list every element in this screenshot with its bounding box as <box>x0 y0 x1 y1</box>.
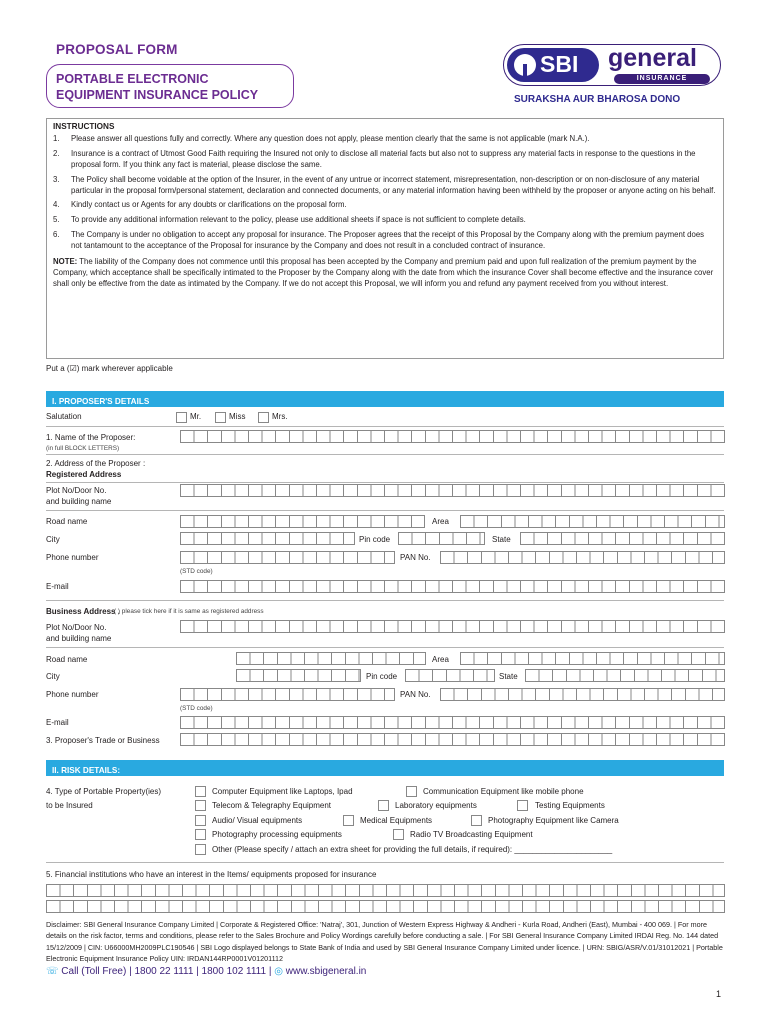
same-address-hint[interactable]: ( ) please tick here if it is same as registered address <box>114 608 264 615</box>
website-link[interactable]: www.sbigeneral.in <box>285 966 367 977</box>
mr-label: Mr. <box>190 412 202 421</box>
salutation-label: Salutation <box>46 412 82 421</box>
contact-text: Call (Toll Free) | 1800 22 1111 | 1800 102 1111 | <box>61 966 272 977</box>
road-name-label: Road name <box>46 517 88 526</box>
note-text: The liability of the Company does not commence until this proposal has been accepted by the Company and premium paid and upon full realization of the premium payment by the Company, which acceptance shall be specifically intimated to the Proposer by the Company along with the date from which the insurance Cover shall become effective and the insurance cover shall only be effective from the date as intimated by the Company. If we do not accept this Proposal, we will inform you and refund any payment received from you without interest. <box>53 257 714 288</box>
registered-pincode-input[interactable] <box>398 532 485 545</box>
divider <box>46 510 724 511</box>
instruction-item <box>53 134 717 145</box>
state-label: State <box>492 535 511 544</box>
registered-plot-input[interactable] <box>180 484 725 497</box>
instruction-number: 2. <box>53 148 60 158</box>
email-label: E-mail <box>46 718 69 727</box>
plot-label-2: and building name <box>46 497 112 506</box>
proposer-name-label: 1. Name of the Proposer: <box>46 433 136 442</box>
state-label: State <box>499 672 518 681</box>
instruction-number: 6. <box>53 230 60 240</box>
property-type-label-1: 4. Type of Portable Property(ies) <box>46 787 162 796</box>
plot-label-1: Plot No/Door No. <box>46 486 107 495</box>
pan-label: PAN No. <box>400 690 431 699</box>
telecom-option-label: Telecom & Telegraphy Equipment <box>212 801 332 810</box>
divider <box>46 482 724 483</box>
photo-processing-checkbox[interactable] <box>195 829 206 840</box>
instruction-number: 3. <box>53 174 60 184</box>
camera-checkbox[interactable] <box>471 815 482 826</box>
logo-general-text: general <box>608 44 697 72</box>
financial-institutions-input-2[interactable] <box>46 900 725 913</box>
sbi-keyhole-icon <box>514 54 536 76</box>
globe-icon: ◎ <box>274 966 283 977</box>
put-mark-before: Put a ( <box>46 364 70 373</box>
instruction-item <box>53 200 717 211</box>
audio-visual-option-label: Audio/ Visual equipments <box>212 816 303 825</box>
plot-label-1: Plot No/Door No. <box>46 623 107 632</box>
pan-label: PAN No. <box>400 553 431 562</box>
instruction-text: Kindly contact us or Agents for any doubts or clarifications on the proposal form. <box>71 200 347 210</box>
registered-state-input[interactable] <box>520 532 725 545</box>
checkbox-tick-icon: ☑ <box>69 364 77 373</box>
business-pan-input[interactable] <box>440 688 725 701</box>
put-mark-instruction <box>46 364 173 373</box>
instruction-item <box>53 175 717 197</box>
divider <box>46 454 724 455</box>
city-label: City <box>46 672 60 681</box>
miss-checkbox[interactable] <box>215 412 226 423</box>
divider <box>46 426 724 427</box>
proposer-section-header <box>46 391 724 407</box>
registered-email-input[interactable] <box>180 580 725 593</box>
property-type-label-2: to be Insured <box>46 801 93 810</box>
laboratory-option-label: Laboratory equipments <box>395 801 477 810</box>
instruction-text: The Policy shall become voidable at the option of the Insurer, in the event of any untrue or incorrect statement, misrepresentation, non-description or on non-disclosure of any material particular in the proposal form/personal statement, declaration and connected documents, or any material information having been withheld by the proposer or anyone acting on his behalf. <box>71 174 716 195</box>
form-title: PROPOSAL FORM <box>56 42 178 57</box>
divider <box>46 600 724 601</box>
mrs-label: Mrs. <box>272 412 288 421</box>
instruction-number: 4. <box>53 200 60 210</box>
logo-insurance-text: INSURANCE <box>614 74 710 84</box>
mobile-option-label: Communication Equipment like mobile phone <box>423 787 584 796</box>
logo-sbi-text: SBI <box>540 51 579 77</box>
business-area-input[interactable] <box>460 652 725 665</box>
financial-institutions-label: 5. Financial institutions who have an interest in the Items/ equipments proposed for insurance <box>46 870 377 879</box>
business-road-input[interactable] <box>236 652 426 665</box>
instruction-number: 1. <box>53 133 60 143</box>
note-label: NOTE: <box>53 257 78 267</box>
disclaimer-text: Disclaimer: SBI General Insurance Company Limited | Corporate & Registered Office: 'Natraj', 301, Junction of Western Express Highway & Andheri - Kurla Road, Andheri (East), Mumbai - 400 069. | For more details on the risk factor, terms and conditions, please refer to the Sales Brochure and Policy Wordings carefully before conducting a sale. | For SBI General Insurance Company Limited IRDAI Reg. No. 144 dated 15/12/2009 | CIN: U66000MH2009PLC190546 | SBI Logo displayed belongs to State Bank of India and used by SBI General Insurance Company Limited under licence. | URN: SBIG/ASR/V.01/31012021 | Portable Electronic Equipment Insurance Policy UIN: IRDAN144RP0001V01201112 <box>46 920 723 963</box>
std-code-hint: (STD code) <box>180 568 213 575</box>
policy-name-line-2: EQUIPMENT INSURANCE POLICY <box>56 88 259 102</box>
divider <box>46 647 724 648</box>
business-email-input[interactable] <box>180 716 725 729</box>
instruction-text: The Company is under no obligation to accept any proposal for insurance. The Proposer agrees that the receipt of this Proposal by the Company along with the premium payment does not tantamount to the acceptance of the Proposal for insurance by the Company and does not result in a concluded contract of insurance. <box>71 230 705 251</box>
business-city-input[interactable] <box>236 669 361 682</box>
other-checkbox[interactable] <box>195 844 206 855</box>
other-option-label[interactable]: Other (Please specify / attach an extra sheet for providing the full details, if required): ______________________ <box>212 845 613 854</box>
photo-processing-option-label: Photography processing equipments <box>212 830 342 839</box>
miss-label: Miss <box>229 412 246 421</box>
address-label: 2. Address of the Proposer : <box>46 459 146 468</box>
trade-business-input[interactable] <box>180 733 725 746</box>
area-label: Area <box>432 517 449 526</box>
business-address-label: Business Address . <box>46 607 120 616</box>
proposer-name-input[interactable] <box>180 430 725 443</box>
telecom-checkbox[interactable] <box>195 800 206 811</box>
business-plot-input[interactable] <box>180 620 725 633</box>
std-code-hint: (STD code) <box>180 705 213 712</box>
email-label: E-mail <box>46 582 69 591</box>
phone-label: Phone number <box>46 553 99 562</box>
medical-checkbox[interactable] <box>343 815 354 826</box>
sbi-general-logo <box>503 44 721 86</box>
business-phone-input[interactable] <box>180 688 395 701</box>
instruction-text: Insurance is a contract of Utmost Good Faith requiring the Insured not only to disclose all material facts but also not to suppress any material facts in response to the questions in the proposal form. If you think any fact is material, please disclose the same. <box>71 148 696 169</box>
registered-area-input[interactable] <box>460 515 725 528</box>
area-label: Area <box>432 655 449 664</box>
instructions-box <box>46 118 724 359</box>
footer-contact <box>46 966 366 977</box>
testing-checkbox[interactable] <box>517 800 528 811</box>
pincode-label: Pin code <box>366 672 398 681</box>
pincode-label: Pin code <box>359 535 391 544</box>
registered-pan-input[interactable] <box>440 551 725 564</box>
financial-institutions-input-1[interactable] <box>46 884 725 897</box>
laboratory-checkbox[interactable] <box>378 800 389 811</box>
instruction-item <box>53 215 717 226</box>
put-mark-after: ) mark wherever applicable <box>76 364 173 373</box>
instruction-text: To provide any additional information relevant to the policy, please use additional sheets if space is not sufficient to complete details. <box>71 215 526 225</box>
registered-city-input[interactable] <box>180 532 355 545</box>
logo-badge <box>507 48 599 82</box>
medical-option-label: Medical Equipments <box>360 816 433 825</box>
laptops-checkbox[interactable] <box>195 786 206 797</box>
road-name-label: Road name <box>46 655 88 664</box>
phone-icon: ☏ <box>46 966 59 977</box>
registered-phone-input[interactable] <box>180 551 395 564</box>
business-pincode-input[interactable] <box>405 669 495 682</box>
instruction-item <box>53 230 717 252</box>
tagline: SURAKSHA AUR BHAROSA DONO <box>514 94 681 105</box>
registered-address-label: Registered Address <box>46 470 122 479</box>
radio-tv-option-label: Radio TV Broadcasting Equipment <box>410 830 533 839</box>
trade-business-label: 3. Proposer's Trade or Business <box>46 736 160 745</box>
camera-option-label: Photography Equipment like Camera <box>488 816 619 825</box>
proposer-section-title: I. PROPOSER'S DETAILS <box>52 397 150 406</box>
audio-visual-checkbox[interactable] <box>195 815 206 826</box>
instruction-number: 5. <box>53 215 60 225</box>
city-label: City <box>46 535 60 544</box>
phone-label: Phone number <box>46 690 99 699</box>
policy-name-box <box>46 64 294 108</box>
page-number: 1 <box>716 989 722 999</box>
plot-label-2: and building name <box>46 634 112 643</box>
risk-section-title: II. RISK DETAILS: <box>52 766 121 775</box>
registered-road-input[interactable] <box>180 515 425 528</box>
laptops-option-label: Computer Equipment like Laptops, Ipad <box>212 787 353 796</box>
business-state-input[interactable] <box>525 669 725 682</box>
policy-name-line-1: PORTABLE ELECTRONIC <box>56 72 209 86</box>
instruction-text: Please answer all questions fully and correctly. Where any question does not apply, please mention clearly that the same is not applicable (mark N.A.). <box>71 133 590 143</box>
instructions-heading: INSTRUCTIONS <box>53 122 115 131</box>
mobile-checkbox[interactable] <box>406 786 417 797</box>
mrs-checkbox[interactable] <box>258 412 269 423</box>
divider <box>46 862 724 863</box>
testing-option-label: Testing Equipments <box>535 801 605 810</box>
proposer-name-hint: (in full BLOCK LETTERS) <box>46 445 120 452</box>
note-paragraph <box>53 257 717 290</box>
risk-section-header <box>46 760 724 776</box>
instruction-item <box>53 149 717 171</box>
mr-checkbox[interactable] <box>176 412 187 423</box>
radio-tv-checkbox[interactable] <box>393 829 404 840</box>
